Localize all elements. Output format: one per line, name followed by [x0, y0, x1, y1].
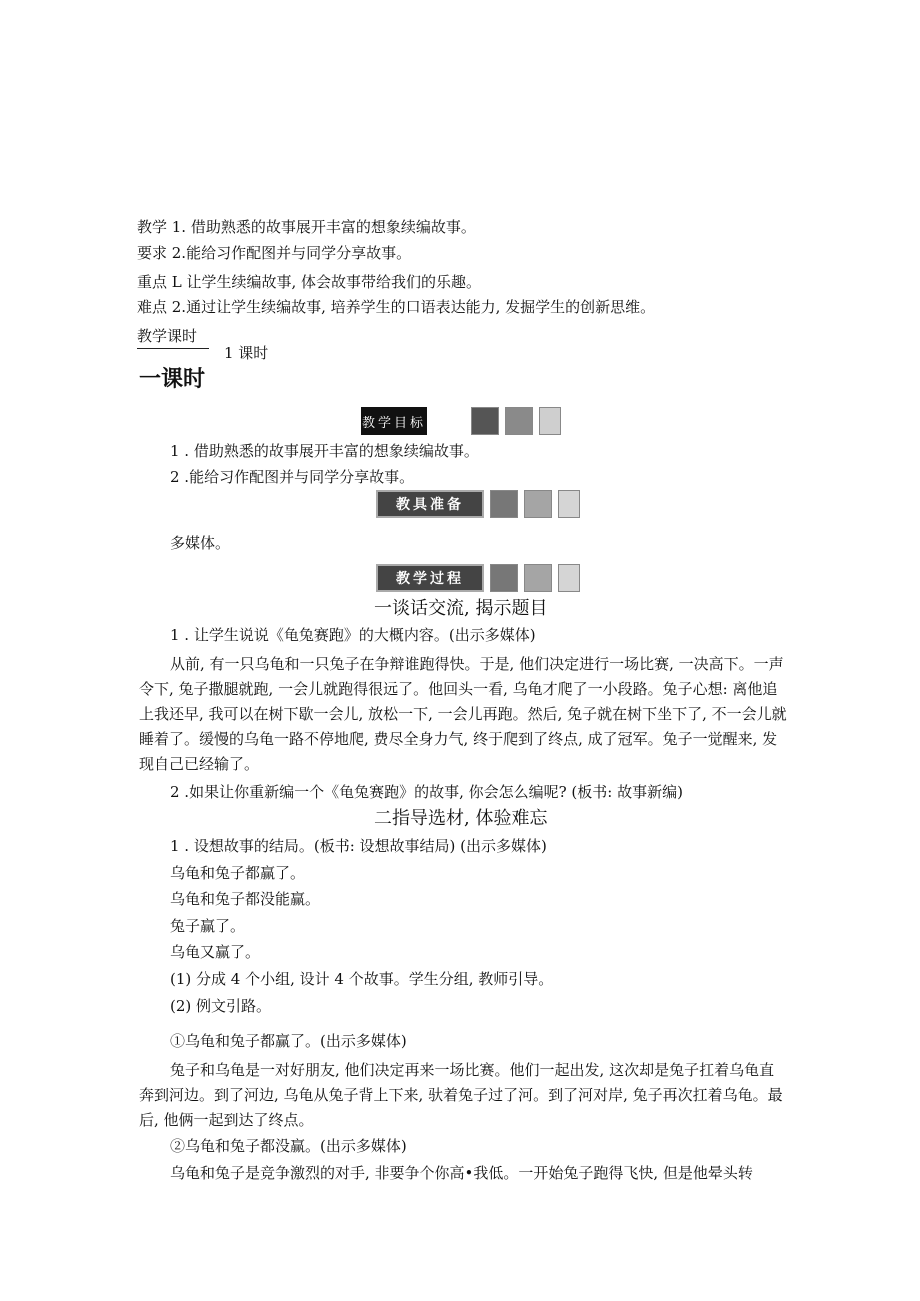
banner-square-dark [490, 564, 518, 592]
banner-square-light [539, 407, 561, 435]
lesson-value: 1 课时 [224, 344, 269, 362]
prep-text: 多媒体。 [170, 534, 231, 552]
banner-square-light [558, 564, 580, 592]
ending-option-3: 兔子赢了。 [170, 917, 246, 935]
prep-banner [376, 490, 580, 518]
banner-square-dark [490, 490, 518, 518]
banner-square-mid [505, 407, 533, 435]
goals-banner-label: 教学目标 [361, 407, 427, 435]
banner-square-mid [524, 490, 552, 518]
banner-square-mid [524, 564, 552, 592]
process-banner [376, 564, 580, 592]
part1-title: 一谈话交流, 揭示题目 [374, 598, 548, 619]
banner-square-dark [471, 407, 499, 435]
story-paragraph: 从前, 有一只乌龟和一只兔子在争辩谁跑得快。于是, 他们决定进行一场比赛, 一决高下。一声令下, 兔子撒腿就跑, 一会儿就跑得很远了。他回头一看, 乌龟才爬了一小段路。兔子心想: 离他追上我还早, 我可以在树下歇一会儿, 放松一下, 一会儿再跑。然后, 兔子就在树下坐下了, 不一会儿就睡着了。缓慢的乌龟一路不停地爬, 费尽全身力气, 终于爬到了终点, 成了冠军。兔子一觉醒来, 发现自己已经输了。 [139, 655, 787, 773]
requirement-line-2: 要求 2.能给习作配图并与同学分享故事。 [137, 244, 412, 262]
key-point-line-2: 难点 2.通过让学生续编故事, 培养学生的口语表达能力, 发掘学生的创新思维。 [137, 298, 656, 316]
part1-item-2: 2 .如果让你重新编一个《龟兔赛跑》的故事, 你会怎么编呢? (板书: 故事新编) [170, 783, 683, 801]
prep-banner-label: 教具准备 [376, 490, 484, 518]
part2-item-1: 1 . 设想故事的结局。(板书: 设想故事结局) (出示多媒体) [170, 837, 547, 855]
example-1-text: 兔子和乌龟是一对好朋友, 他们决定再来一场比赛。他们一起出发, 这次却是兔子扛着乌龟直奔到河边。到了河边, 乌龟从兔子背上下来, 驮着兔子过了河。到了河对岸, 兔子再次扛着乌龟。最后, 他俩一起到达了终点。 [139, 1061, 783, 1129]
example-2-title: ②乌龟和兔子都没赢。(出示多媒体) [170, 1137, 407, 1155]
goal-item-1: 1 . 借助熟悉的故事展开丰富的想象续编故事。 [170, 442, 479, 460]
key-point-line-1: 重点 L 让学生续编故事, 体会故事带给我们的乐趣。 [137, 273, 482, 291]
example-1-title: ①乌龟和兔子都赢了。(出示多媒体) [170, 1032, 407, 1050]
process-banner-label: 教学过程 [376, 564, 484, 592]
step-2: (2) 例文引路。 [170, 997, 272, 1015]
goals-banner [361, 407, 561, 435]
goal-item-2: 2 .能给习作配图并与同学分享故事。 [170, 468, 415, 486]
example-2-text: 乌龟和兔子是竞争激烈的对手, 非要争个你高•我低。一开始兔子跑得飞快, 但是他晕头转 [170, 1164, 753, 1182]
ending-option-2: 乌龟和兔子都没能赢。 [170, 890, 321, 908]
part2-title: 二指导选材, 体验难忘 [374, 808, 548, 829]
part1-item-1: 1 . 让学生说说《龟兔赛跑》的大概内容。(出示多媒体) [170, 626, 536, 644]
period-title: 一课时 [139, 367, 206, 392]
banner-square-light [558, 490, 580, 518]
ending-option-1: 乌龟和兔子都赢了。 [170, 864, 306, 882]
ending-option-4: 乌龟又赢了。 [170, 943, 261, 961]
lesson-label: 教学课时 [137, 326, 209, 349]
requirement-line-1: 教学 1. 借助熟悉的故事展开丰富的想象续编故事。 [137, 218, 476, 236]
step-1: (1) 分成 4 个小组, 设计 4 个故事。学生分组, 教师引导。 [170, 970, 554, 988]
